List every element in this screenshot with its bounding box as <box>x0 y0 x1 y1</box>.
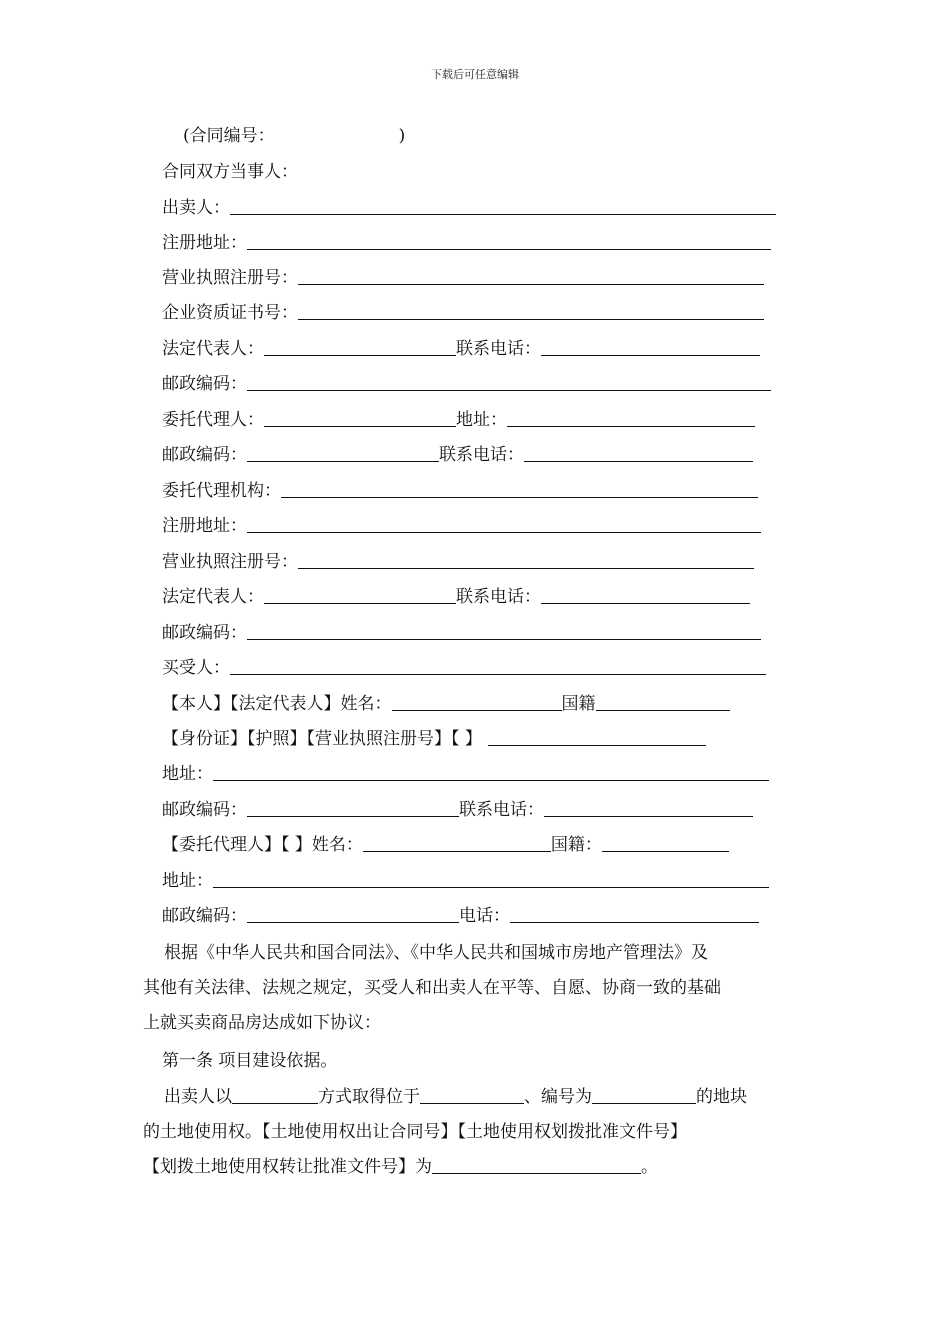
buyer-addr-field[interactable] <box>213 760 769 781</box>
seller-legal-rep-line <box>162 335 760 363</box>
seller-cert-label: 企业资质证书号： <box>162 303 298 323</box>
buyer-id-line <box>162 725 706 753</box>
seller-cert-field[interactable] <box>298 299 764 320</box>
agency-legal-rep-field[interactable] <box>264 583 456 604</box>
buyer-agent-name-field[interactable] <box>363 831 551 852</box>
seller-postcode-line <box>162 370 771 398</box>
buyer-agent-line <box>162 831 729 859</box>
buyer-postcode-label: 邮政编码： <box>162 800 247 820</box>
agency-line <box>162 477 758 505</box>
agency-reg-addr-label: 注册地址： <box>162 516 247 536</box>
buyer-agent-addr-line <box>162 867 769 895</box>
buyer-agent-nationality-label: 国籍： <box>550 835 602 855</box>
buyer-agent-name-label: 【委托代理人】【 】姓名： <box>162 835 363 855</box>
article-1-text-1: 出卖人以 <box>164 1087 232 1107</box>
buyer-id-field[interactable] <box>488 725 706 746</box>
agency-license-field[interactable] <box>298 548 754 569</box>
agency-legal-rep-label: 法定代表人： <box>162 587 264 607</box>
page-header: 下载后可任意编辑 <box>431 68 519 81</box>
seller-reg-addr-label: 注册地址： <box>162 233 247 253</box>
agency-reg-addr-field[interactable] <box>247 512 761 533</box>
buyer-name-field[interactable] <box>392 690 562 711</box>
seller-line <box>162 194 776 222</box>
agent-addr-field[interactable] <box>507 406 755 427</box>
article-1-text-3: 、编号为 <box>524 1087 592 1107</box>
buyer-agent-postcode-line <box>162 902 759 930</box>
seller-field[interactable] <box>230 194 776 215</box>
agent-phone-field[interactable] <box>524 441 753 462</box>
buyer-agent-tel-label: 电话： <box>459 906 510 926</box>
seller-license-field[interactable] <box>298 264 764 285</box>
buyer-name-line <box>162 690 730 718</box>
article-1-line-1 <box>143 1080 808 1115</box>
buyer-id-types-label: 【身份证】【护照】【营业执照注册号】【 】 <box>162 729 482 749</box>
buyer-phone-field[interactable] <box>544 796 753 817</box>
parties-title: 合同双方当事人： <box>162 162 298 182</box>
seller-legal-rep-field[interactable] <box>264 335 456 356</box>
buyer-postcode-line <box>162 796 753 824</box>
buyer-postcode-field[interactable] <box>247 796 459 817</box>
agency-field[interactable] <box>281 477 758 498</box>
seller-license-label: 营业执照注册号： <box>162 268 298 288</box>
seller-cert-line <box>162 299 764 327</box>
location-field[interactable] <box>420 1083 524 1104</box>
approval-number-field[interactable] <box>432 1153 641 1174</box>
buyer-agent-postcode-field[interactable] <box>247 902 459 923</box>
agency-license-line <box>162 548 754 576</box>
buyer-field[interactable] <box>230 654 766 675</box>
article-1-line-2: 的土地使用权。【土地使用权出让合同号】【土地使用权划拨批准文件号】 <box>143 1122 687 1142</box>
buyer-nationality-label: 国籍 <box>561 694 596 714</box>
agency-postcode-field[interactable] <box>247 619 761 640</box>
seller-phone-label: 联系电话： <box>456 339 541 359</box>
agent-label: 委托代理人： <box>162 410 264 430</box>
agency-postcode-line <box>162 619 761 647</box>
buyer-agent-addr-label: 地址： <box>162 871 213 891</box>
seller-phone-field[interactable] <box>541 335 760 356</box>
buyer-phone-label: 联系电话： <box>459 800 544 820</box>
buyer-line <box>162 654 766 682</box>
agency-postcode-label: 邮政编码： <box>162 623 247 643</box>
seller-reg-addr-line <box>162 229 771 257</box>
contract-number-label: (合同编号： <box>183 126 275 146</box>
agent-postcode-field[interactable] <box>247 441 439 462</box>
seller-legal-rep-label: 法定代表人： <box>162 339 264 359</box>
agency-license-label: 营业执照注册号： <box>162 552 298 572</box>
buyer-self-rep-label: 【本人】【法定代表人】姓名： <box>162 694 392 714</box>
article-1-text-2: 方式取得位于 <box>318 1087 420 1107</box>
agency-phone-field[interactable] <box>541 583 750 604</box>
intro-line-2: 其他有关法律、法规之规定，买受人和出卖人在平等、自愿、协商一致的基础 <box>143 978 721 998</box>
agent-postcode-line <box>162 441 753 469</box>
article-1-end: 。 <box>641 1157 658 1177</box>
seller-postcode-label: 邮政编码： <box>162 374 247 394</box>
buyer-nationality-field[interactable] <box>596 690 730 711</box>
buyer-addr-line <box>162 760 769 788</box>
agency-legal-rep-line <box>162 583 750 611</box>
article-1-paragraph <box>143 1080 808 1185</box>
agent-line <box>162 406 755 434</box>
buyer-label: 买受人： <box>162 658 230 678</box>
agency-phone-label: 联系电话： <box>456 587 541 607</box>
article-1-title: 第一条 项目建设依据。 <box>162 1051 338 1071</box>
seller-postcode-field[interactable] <box>247 370 771 391</box>
parcel-number-field[interactable] <box>592 1083 696 1104</box>
acquire-method-field[interactable] <box>232 1083 318 1104</box>
agent-addr-label: 地址： <box>456 410 507 430</box>
agent-phone-label: 联系电话： <box>439 445 524 465</box>
buyer-agent-tel-field[interactable] <box>510 902 759 923</box>
intro-line-1: 根据《中华人民共和国合同法》、《中华人民共和国城市房地产管理法》及 <box>164 943 708 963</box>
intro-line-3: 上就买卖商品房达成如下协议： <box>143 1013 381 1033</box>
buyer-agent-addr-field[interactable] <box>213 867 769 888</box>
seller-license-line <box>162 264 764 292</box>
article-1-text-5: 【划拨土地使用权转让批准文件号】为 <box>143 1157 432 1177</box>
agent-postcode-label: 邮政编码： <box>162 445 247 465</box>
buyer-agent-nationality-field[interactable] <box>602 831 729 852</box>
buyer-agent-postcode-label: 邮政编码： <box>162 906 247 926</box>
article-1-line-3 <box>143 1150 808 1185</box>
agent-field[interactable] <box>264 406 456 427</box>
seller-label: 出卖人： <box>162 198 230 218</box>
agency-reg-addr-line <box>162 512 761 540</box>
intro-paragraph <box>143 936 808 1041</box>
contract-number-line <box>183 122 405 150</box>
contract-number-close: ) <box>398 126 406 146</box>
agency-label: 委托代理机构： <box>162 481 281 501</box>
buyer-addr-label: 地址： <box>162 764 213 784</box>
seller-reg-addr-field[interactable] <box>247 229 771 250</box>
article-1-text-4: 的地块 <box>696 1087 747 1107</box>
